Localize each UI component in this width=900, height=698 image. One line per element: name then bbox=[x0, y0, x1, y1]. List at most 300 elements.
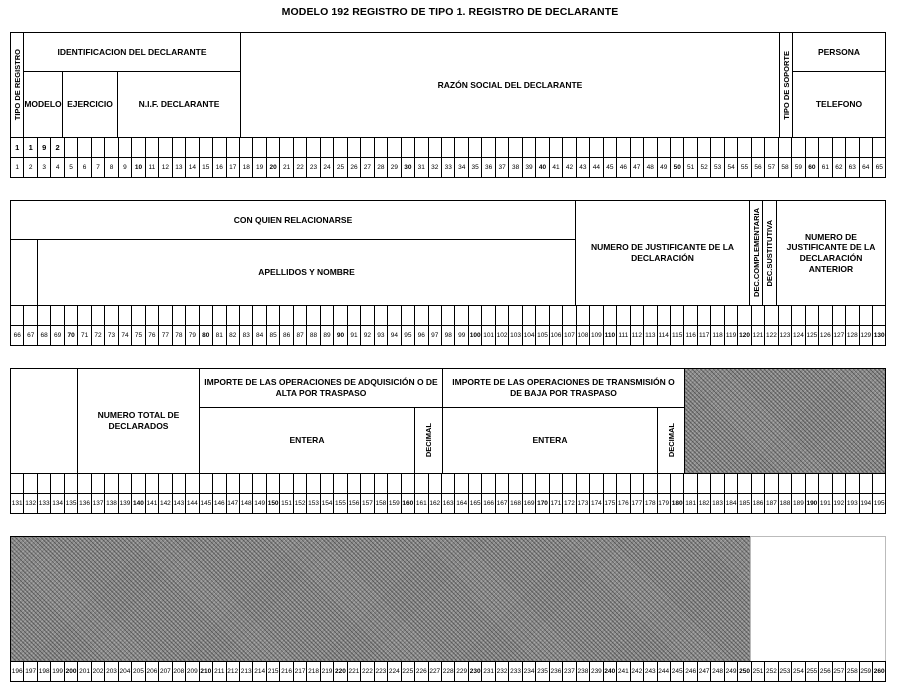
position-number: 43 bbox=[576, 157, 590, 178]
position-number: 70 bbox=[64, 325, 78, 346]
entry-cell[interactable] bbox=[320, 473, 334, 494]
entry-cell[interactable] bbox=[185, 137, 199, 158]
position-number-row bbox=[10, 493, 886, 514]
entry-cell[interactable] bbox=[387, 137, 401, 158]
position-number: 4 bbox=[50, 157, 64, 178]
entry-cell[interactable] bbox=[508, 473, 522, 494]
position-number: 202 bbox=[91, 661, 105, 682]
entry-cell[interactable] bbox=[199, 305, 213, 326]
entry-cell[interactable] bbox=[185, 305, 199, 326]
entry-cell[interactable] bbox=[414, 137, 428, 158]
entry-cell[interactable] bbox=[657, 137, 671, 158]
entry-cell[interactable] bbox=[562, 305, 576, 326]
entry-cell[interactable] bbox=[791, 137, 805, 158]
entry-cell[interactable] bbox=[697, 305, 711, 326]
entry-cell[interactable]: 9 bbox=[37, 137, 51, 158]
entry-cell[interactable] bbox=[158, 137, 172, 158]
position-number: 229 bbox=[454, 661, 468, 682]
entry-cell[interactable] bbox=[454, 473, 468, 494]
position-number: 116 bbox=[683, 325, 697, 346]
entry-cell[interactable] bbox=[859, 473, 873, 494]
position-number: 131 bbox=[10, 493, 24, 514]
entry-cell[interactable] bbox=[374, 473, 388, 494]
entry-cell[interactable]: 1 bbox=[10, 137, 24, 158]
entry-cell[interactable] bbox=[199, 137, 213, 158]
position-number: 136 bbox=[77, 493, 91, 514]
shaded-block-reserved bbox=[10, 536, 751, 662]
position-number: 109 bbox=[589, 325, 603, 346]
position-number: 96 bbox=[414, 325, 428, 346]
entry-cell[interactable] bbox=[643, 137, 657, 158]
entry-cell[interactable] bbox=[50, 473, 64, 494]
entry-cell[interactable] bbox=[360, 473, 374, 494]
position-number: 35 bbox=[468, 157, 482, 178]
position-number: 208 bbox=[172, 661, 186, 682]
entry-cell[interactable] bbox=[91, 137, 105, 158]
position-number: 132 bbox=[23, 493, 37, 514]
entry-cell[interactable] bbox=[508, 137, 522, 158]
position-number: 87 bbox=[293, 325, 307, 346]
entry-cell[interactable] bbox=[764, 305, 778, 326]
entry-cell[interactable] bbox=[468, 137, 482, 158]
entry-cell[interactable] bbox=[414, 305, 428, 326]
entry-cell[interactable] bbox=[212, 305, 226, 326]
position-number: 2 bbox=[23, 157, 37, 178]
position-number: 221 bbox=[347, 661, 361, 682]
entry-cell[interactable] bbox=[576, 305, 590, 326]
position-number: 82 bbox=[226, 325, 240, 346]
entry-cell[interactable] bbox=[845, 473, 859, 494]
entry-cell[interactable] bbox=[252, 473, 266, 494]
entry-cell[interactable] bbox=[535, 305, 549, 326]
position-number: 254 bbox=[791, 661, 805, 682]
entry-cell[interactable] bbox=[454, 305, 468, 326]
position-number: 25 bbox=[333, 157, 347, 178]
entry-cell[interactable] bbox=[495, 305, 509, 326]
entry-cell[interactable] bbox=[562, 473, 576, 494]
position-number: 57 bbox=[764, 157, 778, 178]
position-number: 93 bbox=[374, 325, 388, 346]
entry-cell[interactable] bbox=[724, 305, 738, 326]
entry-cell[interactable] bbox=[535, 137, 549, 158]
entry-cell[interactable] bbox=[751, 473, 765, 494]
entry-cell[interactable] bbox=[252, 137, 266, 158]
entry-cell[interactable] bbox=[64, 473, 78, 494]
entry-cell[interactable] bbox=[737, 137, 751, 158]
entry-cell[interactable] bbox=[320, 305, 334, 326]
position-number: 153 bbox=[306, 493, 320, 514]
position-number: 53 bbox=[710, 157, 724, 178]
entry-cell[interactable] bbox=[266, 473, 280, 494]
entry-cell[interactable] bbox=[306, 305, 320, 326]
position-number: 256 bbox=[818, 661, 832, 682]
entry-cell[interactable] bbox=[387, 305, 401, 326]
position-number: 248 bbox=[710, 661, 724, 682]
position-number: 37 bbox=[495, 157, 509, 178]
entry-cell[interactable] bbox=[643, 473, 657, 494]
entry-cell[interactable] bbox=[764, 473, 778, 494]
position-number: 150 bbox=[266, 493, 280, 514]
entry-cell[interactable] bbox=[818, 137, 832, 158]
entry-cell[interactable] bbox=[697, 137, 711, 158]
entry-cell[interactable] bbox=[239, 473, 253, 494]
entry-cell[interactable] bbox=[508, 305, 522, 326]
position-number: 58 bbox=[778, 157, 792, 178]
entry-cell[interactable] bbox=[91, 473, 105, 494]
entry-cell[interactable] bbox=[468, 305, 482, 326]
entry-cell[interactable] bbox=[616, 473, 630, 494]
position-number: 125 bbox=[805, 325, 819, 346]
position-number: 166 bbox=[481, 493, 495, 514]
entry-cell[interactable] bbox=[710, 137, 724, 158]
entry-cell[interactable] bbox=[333, 305, 347, 326]
entry-cell[interactable] bbox=[737, 473, 751, 494]
entry-cell[interactable] bbox=[279, 473, 293, 494]
entry-cell[interactable] bbox=[616, 137, 630, 158]
entry-cell[interactable] bbox=[441, 305, 455, 326]
entry-cell[interactable] bbox=[428, 137, 442, 158]
con-quien-header: CON QUIEN RELACIONARSE bbox=[10, 200, 576, 240]
position-number: 148 bbox=[239, 493, 253, 514]
entry-cell[interactable] bbox=[778, 137, 792, 158]
entry-cell[interactable] bbox=[764, 137, 778, 158]
entry-cell[interactable] bbox=[562, 137, 576, 158]
entry-cell[interactable]: 2 bbox=[50, 137, 64, 158]
entry-cell[interactable] bbox=[670, 137, 684, 158]
entry-cell[interactable] bbox=[401, 137, 415, 158]
entry-cell[interactable] bbox=[603, 305, 617, 326]
entry-cell[interactable] bbox=[845, 305, 859, 326]
entry-cell[interactable] bbox=[185, 473, 199, 494]
entry-cell[interactable] bbox=[805, 305, 819, 326]
entry-cell[interactable] bbox=[77, 305, 91, 326]
entry-cell[interactable] bbox=[549, 473, 563, 494]
entry-cell[interactable] bbox=[481, 473, 495, 494]
position-number: 164 bbox=[454, 493, 468, 514]
entry-cell[interactable] bbox=[522, 305, 536, 326]
position-number: 84 bbox=[252, 325, 266, 346]
entry-cell[interactable] bbox=[226, 473, 240, 494]
position-number: 178 bbox=[643, 493, 657, 514]
entry-cell[interactable] bbox=[131, 305, 145, 326]
position-number: 7 bbox=[91, 157, 105, 178]
position-number: 129 bbox=[859, 325, 873, 346]
entry-cell[interactable] bbox=[441, 137, 455, 158]
position-number: 158 bbox=[374, 493, 388, 514]
entry-cell[interactable] bbox=[118, 473, 132, 494]
position-number: 207 bbox=[158, 661, 172, 682]
entry-cell[interactable] bbox=[683, 473, 697, 494]
entry-cell[interactable] bbox=[832, 137, 846, 158]
position-number: 71 bbox=[77, 325, 91, 346]
position-number: 29 bbox=[387, 157, 401, 178]
entry-cell[interactable] bbox=[266, 305, 280, 326]
entry-cell[interactable] bbox=[23, 473, 37, 494]
entry-row bbox=[10, 473, 886, 494]
entry-cell[interactable] bbox=[630, 473, 644, 494]
entry-cell[interactable] bbox=[279, 137, 293, 158]
position-number: 145 bbox=[199, 493, 213, 514]
entry-cell[interactable] bbox=[158, 473, 172, 494]
entry-cell[interactable] bbox=[670, 305, 684, 326]
position-number: 117 bbox=[697, 325, 711, 346]
entry-cell[interactable] bbox=[724, 473, 738, 494]
position-number: 86 bbox=[279, 325, 293, 346]
entry-cell[interactable] bbox=[872, 305, 886, 326]
entry-row bbox=[10, 305, 886, 326]
position-number: 45 bbox=[603, 157, 617, 178]
position-number: 143 bbox=[172, 493, 186, 514]
entry-cell[interactable] bbox=[64, 305, 78, 326]
entry-cell[interactable] bbox=[387, 473, 401, 494]
position-number: 210 bbox=[199, 661, 213, 682]
entry-cell[interactable] bbox=[872, 473, 886, 494]
position-number: 101 bbox=[481, 325, 495, 346]
position-number: 251 bbox=[751, 661, 765, 682]
entry-cell[interactable] bbox=[118, 137, 132, 158]
entry-cell[interactable] bbox=[293, 305, 307, 326]
entry-cell[interactable] bbox=[805, 137, 819, 158]
entry-cell[interactable] bbox=[23, 305, 37, 326]
entry-cell[interactable] bbox=[239, 305, 253, 326]
position-number: 217 bbox=[293, 661, 307, 682]
entry-cell[interactable] bbox=[131, 137, 145, 158]
entry-cell[interactable] bbox=[77, 137, 91, 158]
entry-cell[interactable] bbox=[778, 473, 792, 494]
position-number: 138 bbox=[104, 493, 118, 514]
entry-cell[interactable] bbox=[199, 473, 213, 494]
entry-cell[interactable] bbox=[360, 137, 374, 158]
entry-cell[interactable] bbox=[454, 137, 468, 158]
entry-cell[interactable] bbox=[266, 137, 280, 158]
entry-cell[interactable] bbox=[374, 305, 388, 326]
position-number: 156 bbox=[347, 493, 361, 514]
entry-cell[interactable] bbox=[212, 473, 226, 494]
position-number: 121 bbox=[751, 325, 765, 346]
entry-cell[interactable] bbox=[10, 305, 24, 326]
entry-cell[interactable] bbox=[683, 137, 697, 158]
position-number: 124 bbox=[791, 325, 805, 346]
entry-cell[interactable] bbox=[104, 305, 118, 326]
entry-cell[interactable] bbox=[158, 305, 172, 326]
entry-cell[interactable] bbox=[360, 305, 374, 326]
entry-cell[interactable] bbox=[818, 473, 832, 494]
position-number: 144 bbox=[185, 493, 199, 514]
entry-cell[interactable] bbox=[616, 305, 630, 326]
entry-cell[interactable] bbox=[50, 305, 64, 326]
entry-cell[interactable] bbox=[347, 305, 361, 326]
position-number: 200 bbox=[64, 661, 78, 682]
entry-cell[interactable] bbox=[589, 473, 603, 494]
entry-cell[interactable] bbox=[252, 305, 266, 326]
position-number: 120 bbox=[737, 325, 751, 346]
position-number: 83 bbox=[239, 325, 253, 346]
entry-cell[interactable] bbox=[226, 137, 240, 158]
telefono-header: TELEFONO bbox=[792, 71, 886, 138]
entry-cell[interactable] bbox=[872, 137, 886, 158]
entry-cell[interactable] bbox=[630, 137, 644, 158]
entry-cell[interactable] bbox=[751, 137, 765, 158]
entry-cell[interactable] bbox=[751, 305, 765, 326]
position-number: 160 bbox=[401, 493, 415, 514]
entry-cell[interactable] bbox=[724, 137, 738, 158]
position-number: 219 bbox=[320, 661, 334, 682]
entry-cell[interactable] bbox=[239, 137, 253, 158]
entry-cell[interactable] bbox=[522, 137, 536, 158]
entry-cell[interactable] bbox=[522, 473, 536, 494]
entry-cell[interactable] bbox=[347, 137, 361, 158]
position-number: 88 bbox=[306, 325, 320, 346]
entry-cell[interactable] bbox=[805, 473, 819, 494]
entry-cell[interactable] bbox=[778, 305, 792, 326]
section-importes bbox=[10, 368, 886, 514]
position-number: 41 bbox=[549, 157, 563, 178]
entry-cell[interactable] bbox=[306, 473, 320, 494]
entry-cell[interactable] bbox=[172, 137, 186, 158]
position-number: 36 bbox=[481, 157, 495, 178]
entry-cell[interactable] bbox=[535, 473, 549, 494]
entry-cell[interactable] bbox=[118, 305, 132, 326]
entry-cell[interactable]: 1 bbox=[23, 137, 37, 158]
entry-cell[interactable] bbox=[791, 305, 805, 326]
position-number: 192 bbox=[832, 493, 846, 514]
entry-cell[interactable] bbox=[145, 473, 159, 494]
position-number: 66 bbox=[10, 325, 24, 346]
entry-cell[interactable] bbox=[549, 305, 563, 326]
entera-transmision-header: ENTERA bbox=[442, 407, 658, 474]
entry-cell[interactable] bbox=[293, 473, 307, 494]
entry-cell[interactable] bbox=[832, 305, 846, 326]
entry-cell[interactable] bbox=[279, 305, 293, 326]
position-number: 194 bbox=[859, 493, 873, 514]
entry-cell[interactable] bbox=[293, 137, 307, 158]
entry-cell[interactable] bbox=[333, 473, 347, 494]
entry-cell[interactable] bbox=[710, 305, 724, 326]
entry-cell[interactable] bbox=[77, 473, 91, 494]
entry-cell[interactable] bbox=[683, 305, 697, 326]
entry-cell[interactable] bbox=[576, 473, 590, 494]
entry-cell[interactable] bbox=[212, 137, 226, 158]
entry-cell[interactable] bbox=[441, 473, 455, 494]
position-number: 130 bbox=[872, 325, 886, 346]
entry-cell[interactable] bbox=[657, 305, 671, 326]
entry-cell[interactable] bbox=[670, 473, 684, 494]
entry-cell[interactable] bbox=[657, 473, 671, 494]
entry-cell[interactable] bbox=[104, 473, 118, 494]
position-number: 220 bbox=[333, 661, 347, 682]
position-number: 247 bbox=[697, 661, 711, 682]
position-number: 128 bbox=[845, 325, 859, 346]
entry-cell[interactable] bbox=[428, 473, 442, 494]
entry-cell[interactable] bbox=[630, 305, 644, 326]
entry-cell[interactable] bbox=[145, 305, 159, 326]
position-number: 243 bbox=[643, 661, 657, 682]
entry-cell[interactable] bbox=[549, 137, 563, 158]
position-number: 98 bbox=[441, 325, 455, 346]
position-number: 181 bbox=[683, 493, 697, 514]
entry-cell[interactable] bbox=[710, 473, 724, 494]
entry-cell[interactable] bbox=[91, 305, 105, 326]
entry-cell[interactable] bbox=[10, 473, 24, 494]
prefill-row bbox=[10, 137, 886, 158]
position-number: 161 bbox=[414, 493, 428, 514]
position-number: 176 bbox=[616, 493, 630, 514]
position-number: 171 bbox=[549, 493, 563, 514]
entry-cell[interactable] bbox=[320, 137, 334, 158]
entry-cell[interactable] bbox=[131, 473, 145, 494]
entry-cell[interactable] bbox=[832, 473, 846, 494]
entry-cell[interactable] bbox=[306, 137, 320, 158]
entry-cell[interactable] bbox=[481, 137, 495, 158]
position-number: 123 bbox=[778, 325, 792, 346]
entry-cell[interactable] bbox=[374, 137, 388, 158]
entry-cell[interactable] bbox=[845, 137, 859, 158]
position-number: 47 bbox=[630, 157, 644, 178]
entry-cell[interactable] bbox=[468, 473, 482, 494]
position-number: 188 bbox=[778, 493, 792, 514]
entry-cell[interactable] bbox=[401, 305, 415, 326]
entry-cell[interactable] bbox=[791, 473, 805, 494]
position-number: 172 bbox=[562, 493, 576, 514]
position-number: 235 bbox=[535, 661, 549, 682]
position-number: 180 bbox=[670, 493, 684, 514]
position-number: 114 bbox=[657, 325, 671, 346]
entry-cell[interactable] bbox=[172, 473, 186, 494]
position-number: 69 bbox=[50, 325, 64, 346]
entry-cell[interactable] bbox=[401, 473, 415, 494]
entry-cell[interactable] bbox=[859, 137, 873, 158]
entry-cell[interactable] bbox=[145, 137, 159, 158]
position-number: 137 bbox=[91, 493, 105, 514]
position-number: 149 bbox=[252, 493, 266, 514]
entry-cell[interactable] bbox=[495, 137, 509, 158]
entry-cell[interactable] bbox=[414, 473, 428, 494]
entry-cell[interactable] bbox=[603, 137, 617, 158]
position-number: 228 bbox=[441, 661, 455, 682]
numero-justificante-header: NUMERO DE JUSTIFICANTE DE LA DECLARACIÓN bbox=[575, 200, 750, 306]
position-number: 146 bbox=[212, 493, 226, 514]
entry-cell[interactable] bbox=[737, 305, 751, 326]
position-number: 236 bbox=[549, 661, 563, 682]
position-number: 100 bbox=[468, 325, 482, 346]
entry-cell[interactable] bbox=[37, 305, 51, 326]
position-number: 252 bbox=[764, 661, 778, 682]
entry-cell[interactable] bbox=[859, 305, 873, 326]
nif-header: N.I.F. DECLARANTE bbox=[117, 71, 241, 138]
entry-cell[interactable] bbox=[64, 137, 78, 158]
entry-cell[interactable] bbox=[226, 305, 240, 326]
blank-block bbox=[750, 536, 886, 662]
entry-cell[interactable] bbox=[172, 305, 186, 326]
entry-cell[interactable] bbox=[481, 305, 495, 326]
entry-cell[interactable] bbox=[576, 137, 590, 158]
position-number: 115 bbox=[670, 325, 684, 346]
entry-cell[interactable] bbox=[643, 305, 657, 326]
entry-cell[interactable] bbox=[818, 305, 832, 326]
entry-cell[interactable] bbox=[495, 473, 509, 494]
entry-cell[interactable] bbox=[589, 305, 603, 326]
razon-social-header: RAZÓN SOCIAL DEL DECLARANTE bbox=[240, 32, 780, 138]
entry-cell[interactable] bbox=[104, 137, 118, 158]
entry-cell[interactable] bbox=[603, 473, 617, 494]
entry-cell[interactable] bbox=[37, 473, 51, 494]
entry-cell[interactable] bbox=[347, 473, 361, 494]
entry-cell[interactable] bbox=[697, 473, 711, 494]
position-number: 49 bbox=[657, 157, 671, 178]
entry-cell[interactable] bbox=[428, 305, 442, 326]
entry-cell[interactable] bbox=[589, 137, 603, 158]
entry-cell[interactable] bbox=[333, 137, 347, 158]
